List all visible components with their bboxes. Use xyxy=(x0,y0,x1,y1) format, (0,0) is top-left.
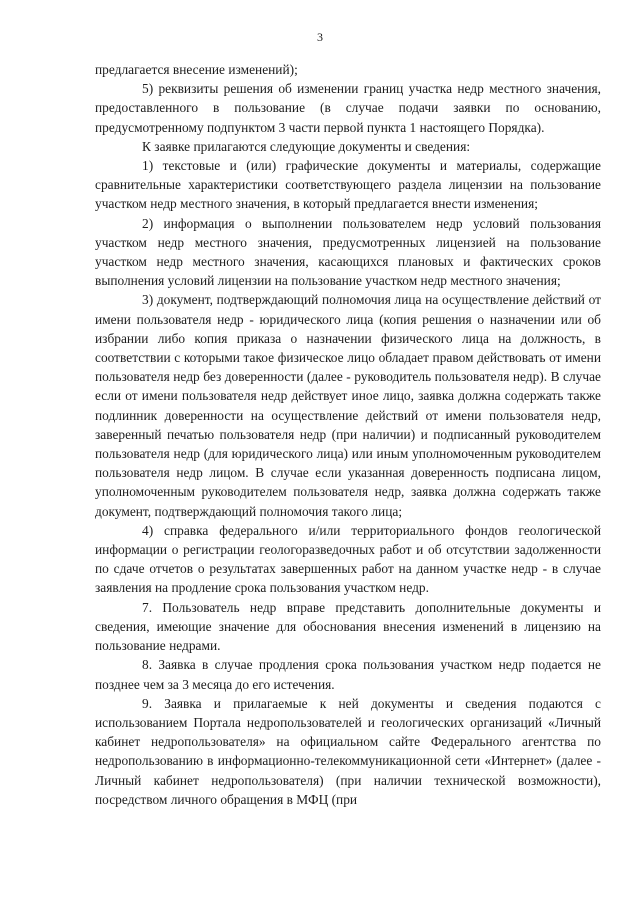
paragraph-item-5: 5) реквизиты решения об изменении границ участка недр местного значения, предоставленного в пользование (в случае подачи заявки по основанию, предусмотренному подпунктом 3 части первой пункта 1 настоящего Порядка). xyxy=(95,81,601,135)
page-number: 3 xyxy=(317,30,323,44)
paragraph-attachment-4: 4) справка федерального и/или территориального фондов геологической информации о регистрации геологоразведочных работ и об отсутствии задолженности по сдаче отчетов о результатах завершенных работ на данном участке недр - в случае заявления на продление срока пользования участком недр. xyxy=(95,522,601,596)
document-body xyxy=(95,60,601,809)
paragraph-clause-7: 7. Пользователь недр вправе представить дополнительные документы и сведения, имеющие значение для обоснования внесения изменений в лицензию на пользование недрами. xyxy=(95,599,601,654)
paragraph-clause-9: 9. Заявка и прилагаемые к ней документы и сведения подаются с использованием Портала недропользователей и геологических организаций «Личный кабинет недропользователя» на официальном сайте Федерального агентства по недропользованию в информационно-телекоммуникационной сети «Интернет» (далее - Личный кабинет недропользователя) (при наличии технической возможности), посредством личного обращения в МФЦ (при xyxy=(95,695,601,807)
paragraph-attachment-1: 1) текстовые и (или) графические документы и материалы, содержащие сравнительные характеристики соответствующего раздела лицензии на пользование участком недр местного значения, в который предлагается внести изменения; xyxy=(95,158,601,212)
paragraph-continuation: предлагается внесение изменений); xyxy=(95,62,298,77)
paragraph-clause-8: 8. Заявка в случае продления срока пользования участком недр подается не позднее чем за 3 месяца до его истечения. xyxy=(95,657,601,692)
paragraph-attachments-intro: К заявке прилагаются следующие документы и сведения: xyxy=(142,138,471,154)
paragraph-attachment-2: 2) информация о выполнении пользователем недр условий пользования участком недр местного значения, предусмотренных лицензией на пользование участком недр местного значения, касающихся плановых и фактических сроков выполнения условий лицензии на пользование участком недр местного значения; xyxy=(95,215,601,289)
paragraph-attachment-3: 3) документ, подтверждающий полномочия лица на осуществление действий от имени пользователя недр - юридического лица (копия решения о назначении или об избрании либо копия приказа о назначении физического лица на должность, в соответствии с которыми такое физическое лицо обладает правом действовать от имени пользователя недр без доверенности (далее - руководитель пользователя недр). В случае если от имени пользователя недр действует иное лицо, заявка должна содержать также подлинник доверенности на осуществление действий от имени пользователя недр, заверенный печатью пользователя недр (при наличии) и подписанный руководителем пользователя недр (для юридического лица) или иным уполномоченным руководителем пользователя недр лицом. В случае если указанная доверенность подписана лицом, уполномоченным руководителем пользователя недр, заявка должна содержать также документ, подтверждающий полномочия такого лица; xyxy=(95,292,601,519)
